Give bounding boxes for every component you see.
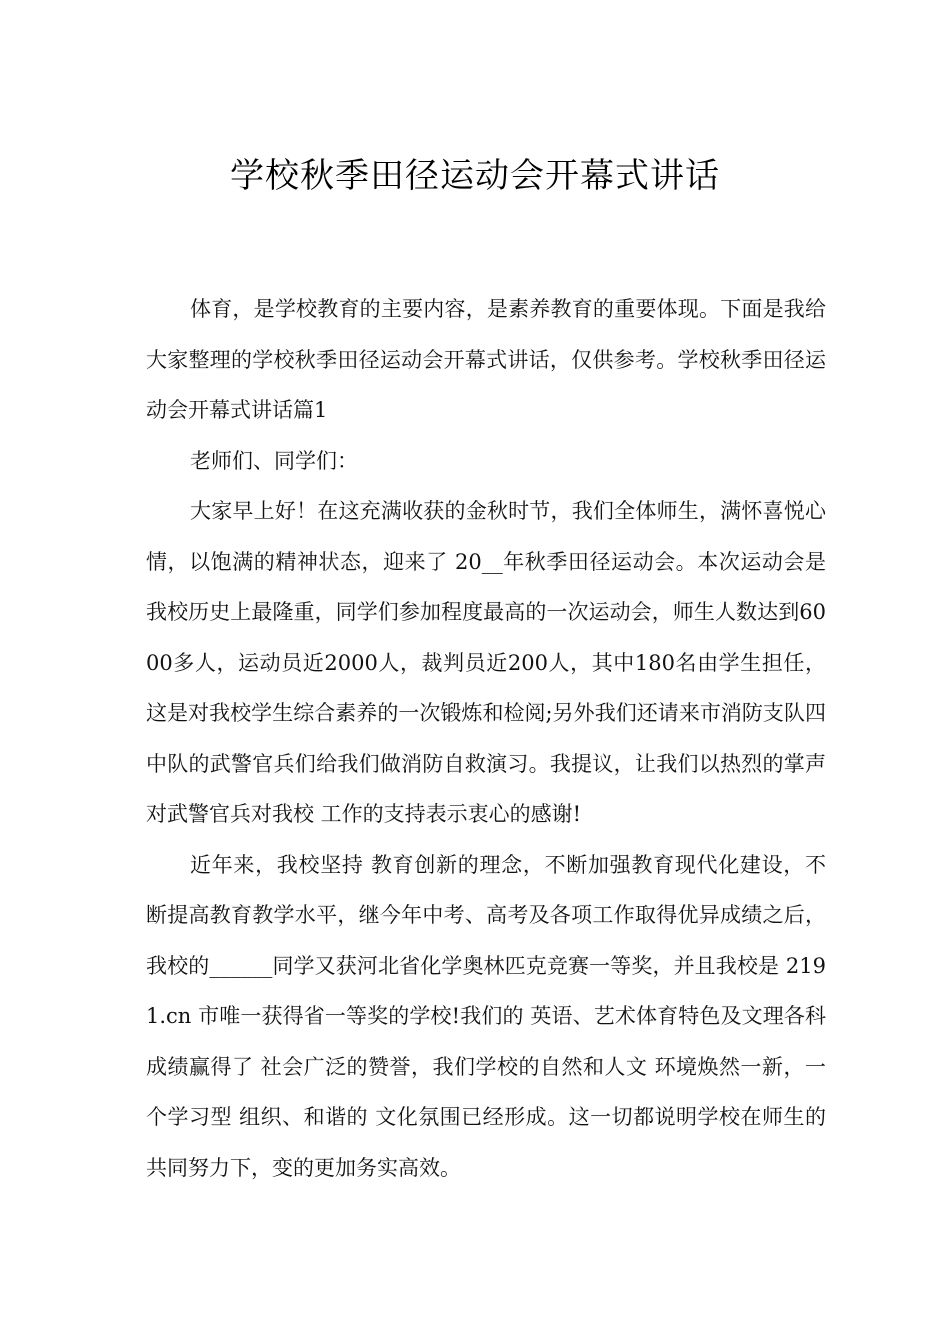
paragraph-greeting: 大家早上好！在这充满收获的金秋时节，我们全体师生，满怀喜悦心情，以饱满的精神状态，迎来了 20__年秋季田径运动会。本次运动会是我校历史上最隆重，同学们参加程度最高的一次运动会，师生人数达到6000多人，运动员近2000人，裁判员近200人，其中180名由学生担任，这是对我校学生综合素养的一次锻炼和检阅;另外我们还请来市消防支队四中队的武警官兵们给我们做消防自救演习。我提议，让我们以热烈的掌声对武警官兵对我校 工作的支持表示衷心的感谢! [146,499,826,826]
document-body [146,284,826,1193]
paragraph-salutation: 老师们、同学们： [190,448,358,473]
paragraph-achievements: 近年来，我校坚持 教育创新的理念，不断加强教育现代化建设，不断提高教育教学水平，继今年中考、高考及各项工作取得优异成绩之后，我校的______同学又获河北省化学奥林匹克竞赛一等奖，并且我校是 2191.cn 市唯一获得省一等奖的学校!我们的 英语、艺术体育特色及文理各科成绩赢得了 社会广泛的赞誉，我们学校的自然和人文 环境焕然一新，一个学习型 组织、和谐的 文化氛围已经形成。这一切都说明学校在师生的共同努力下，变的更加务实高效。 [146,852,826,1180]
document-title: 学校秋季田径运动会开幕式讲话 [230,155,720,196]
paragraph-intro: 体育，是学校教育的主要内容，是素养教育的重要体现。下面是我给大家整理的学校秋季田径运动会开幕式讲话，仅供参考。学校秋季田径运动会开幕式讲话篇1 [146,297,826,422]
